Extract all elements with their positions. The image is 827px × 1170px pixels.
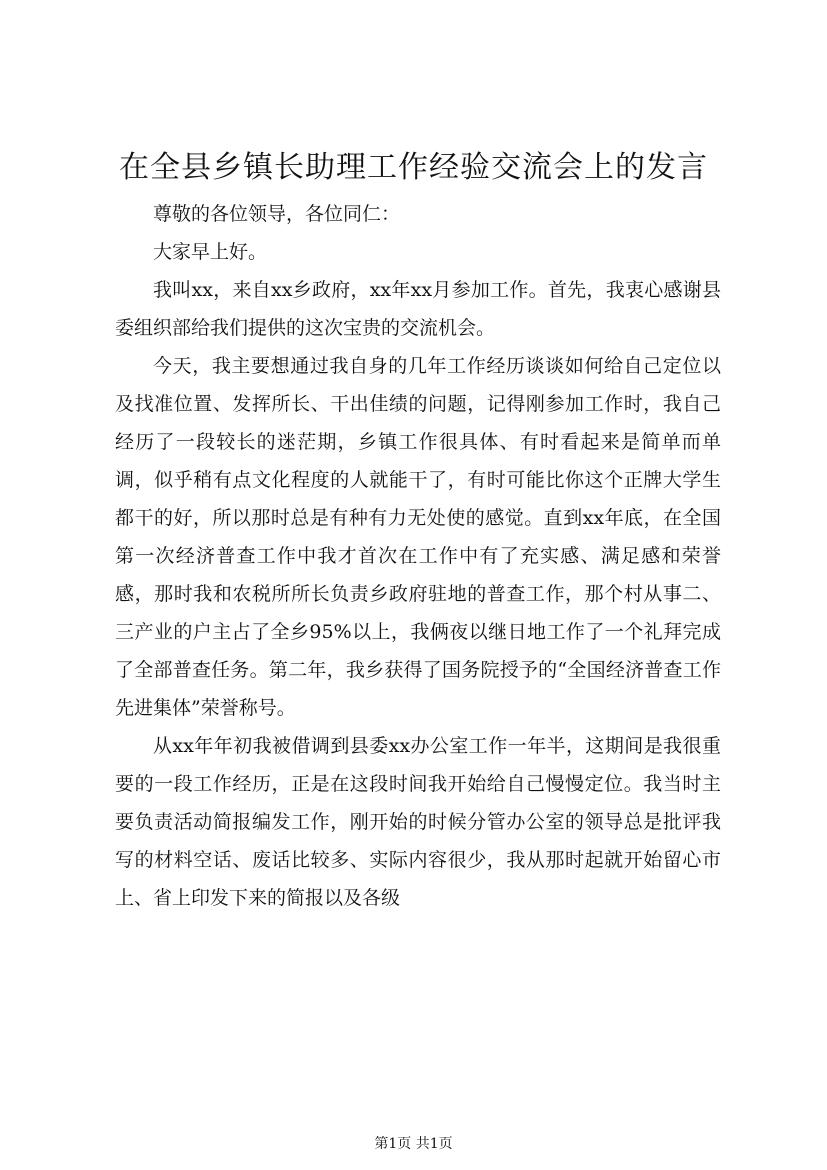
paragraph-secondment: 从xx年年初我被借调到县委xx办公室工作一年半，这期间是我很重要的一段工作经历，正是在这段时间我开始给自己慢慢定位。我当时主要负责活动简报编发工作，刚开始的时候分管办公室的领导总是批评我写的材料空话、废话比较多、实际内容很少，我从那时起就开始留心市上、省上印发下来的简报以及各级 [115,735,721,909]
paragraph-experience: 今天，我主要想通过我自身的几年工作经历谈谈如何给自己定位以及找准位置、发挥所长、干出佳绩的问题，记得刚参加工作时，我自己经历了一段较长的迷茫期，乡镇工作很具体、有时看起来是简单而单调，似乎稍有点文化程度的人就能干了，有时可能比你这个正牌大学生都干的好，所以那时总是有种有力无处使的感觉。直到xx年底，在全国第一次经济普查工作中我才首次在工作中有了充实感、满足感和荣誉感，那时我和农税所所长负责乡政府驻地的普查工作，那个村从事二、三产业的户主占了全乡95%以上，我俩夜以继日地工作了一个礼拜完成了全部普查任务。第二年，我乡获得了国务院授予的“全国经济普查工作先进集体”荣誉称号。 [115,355,721,719]
document-title: 在全县乡镇长助理工作经验交流会上的发言 [119,150,708,185]
paragraph-salutation: 大家早上好。 [153,241,268,263]
document-body [115,195,721,917]
page-footer: 第1页 共1页 [374,1136,453,1152]
paragraph-introduction: 我叫xx，来自xx乡政府，xx年xx月参加工作。首先，我衷心感谢县委组织部给我们提供的这次宝贵的交流机会。 [115,279,721,339]
paragraph-greeting: 尊敬的各位领导，各位同仁： [153,203,401,225]
